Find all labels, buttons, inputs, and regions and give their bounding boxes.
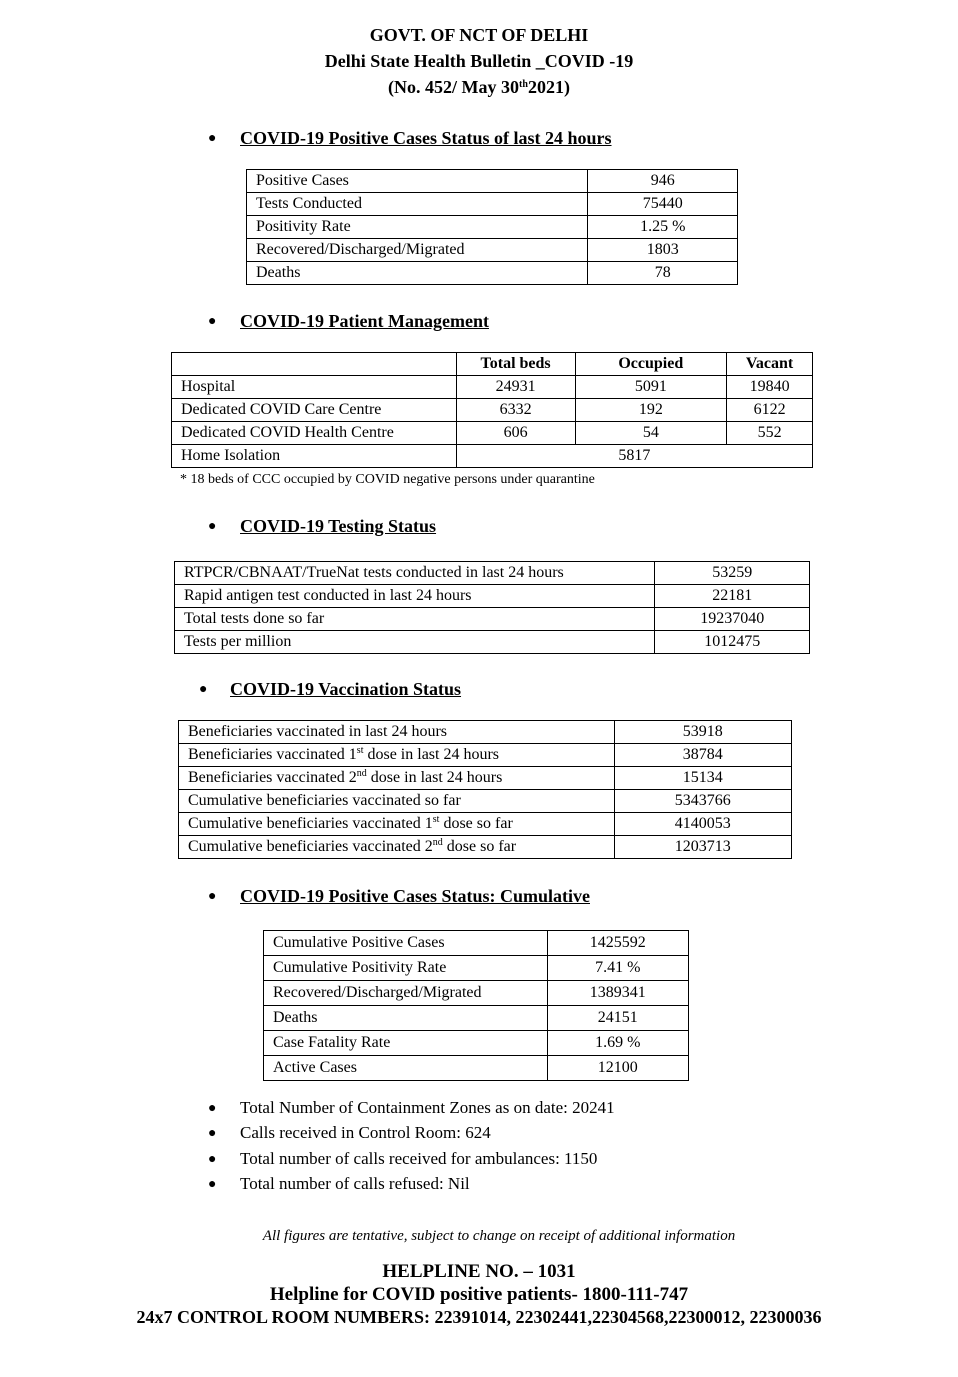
bullet-icon: ● [208, 1177, 217, 1192]
section-title-patient-management: COVID-19 Patient Management [240, 311, 489, 331]
bullet-icon: ● [208, 889, 217, 904]
header-title: GOVT. OF NCT OF DELHI [369, 25, 589, 45]
table-row: RTPCR/CBNAAT/TrueNat tests conducted in last 24 hours 53259 [175, 562, 810, 585]
table-row: Positivity Rate 1.25 % [247, 216, 738, 239]
bullet-icon: ● [208, 314, 217, 329]
header-subtitle: Delhi State Health Bulletin _COVID -19 [324, 51, 634, 71]
table-row: Cumulative Positive Cases 1425592 [264, 931, 689, 956]
control-room-calls-info: Calls received in Control Room: 624 [240, 1123, 491, 1142]
table-row: Dedicated COVID Care Centre 6332 192 6122 [172, 399, 813, 422]
bullet-icon: ● [208, 1152, 217, 1167]
bullet-icon: ● [199, 682, 208, 697]
section-title-vaccination: COVID-19 Vaccination Status [230, 679, 462, 699]
table-row: Beneficiaries vaccinated 2nd dose in last 24 hours 15134 [179, 767, 792, 790]
table-header-row [172, 353, 813, 376]
table-row: Cumulative Positivity Rate 7.41 % [264, 956, 689, 981]
patient-management-table [171, 352, 813, 468]
bullet-icon: ● [208, 1101, 217, 1116]
table-row: Cumulative beneficiaries vaccinated 1st dose so far 4140053 [179, 813, 792, 836]
bulletin-number: (No. 452/ May 30th2021) [388, 77, 570, 97]
cumulative-table [263, 930, 689, 1081]
table-row: Rapid antigen test conducted in last 24 hours 22181 [175, 585, 810, 608]
control-room-numbers: 24x7 CONTROL ROOM NUMBERS: 22391014, 22302441,22304568,22300012, 22300036 [136, 1307, 822, 1327]
table-row: Case Fatality Rate 1.69 % [264, 1031, 689, 1056]
table-row: Beneficiaries vaccinated in last 24 hours 53918 [179, 721, 792, 744]
table-row: Total tests done so far 19237040 [175, 608, 810, 631]
table-row: Hospital 24931 5091 19840 [172, 376, 813, 399]
containment-zones-info: Total Number of Containment Zones as on date: 20241 [240, 1098, 615, 1117]
table-row: Deaths 78 [247, 262, 738, 285]
footnote: * 18 beds of CCC occupied by COVID negative persons under quarantine [180, 472, 595, 487]
covid-helpline: Helpline for COVID positive patients- 1800-111-747 [269, 1284, 689, 1305]
table-row: Cumulative beneficiaries vaccinated 2nd dose so far 1203713 [179, 836, 792, 859]
col-header-total-beds: Total beds [456, 353, 575, 376]
table-row: Active Cases 12100 [264, 1056, 689, 1081]
bullet-icon: ● [208, 519, 217, 534]
col-header-occupied: Occupied [575, 353, 727, 376]
table-row: Recovered/Discharged/Migrated 1389341 [264, 981, 689, 1006]
positive-24h-table [246, 169, 738, 285]
table-row: Positive Cases 946 [247, 170, 738, 193]
table-row: Dedicated COVID Health Centre 606 54 552 [172, 422, 813, 445]
testing-table [174, 561, 810, 654]
table-row: Tests Conducted 75440 [247, 193, 738, 216]
bullet-icon: ● [208, 131, 217, 146]
section-title-positive-24h: COVID-19 Positive Cases Status of last 24 hours [240, 128, 612, 148]
col-header-vacant: Vacant [727, 353, 813, 376]
ambulance-calls-info: Total number of calls received for ambulances: 1150 [240, 1149, 598, 1168]
vaccination-table [178, 720, 792, 859]
table-row: Cumulative beneficiaries vaccinated so far 5343766 [179, 790, 792, 813]
section-title-testing: COVID-19 Testing Status [240, 516, 437, 536]
bullet-icon: ● [208, 1126, 217, 1141]
table-row: Deaths 24151 [264, 1006, 689, 1031]
helpline-number: HELPLINE NO. – 1031 [382, 1261, 576, 1282]
table-row: Recovered/Discharged/Migrated 1803 [247, 239, 738, 262]
section-title-cumulative: COVID-19 Positive Cases Status: Cumulative [240, 886, 590, 906]
table-row: Tests per million 1012475 [175, 631, 810, 654]
disclaimer: All figures are tentative, subject to change on receipt of additional information [262, 1228, 736, 1244]
table-row: Beneficiaries vaccinated 1st dose in last 24 hours 38784 [179, 744, 792, 767]
table-row-home-isolation: Home Isolation 5817 [172, 445, 813, 468]
refused-calls-info: Total number of calls refused: Nil [240, 1174, 470, 1193]
